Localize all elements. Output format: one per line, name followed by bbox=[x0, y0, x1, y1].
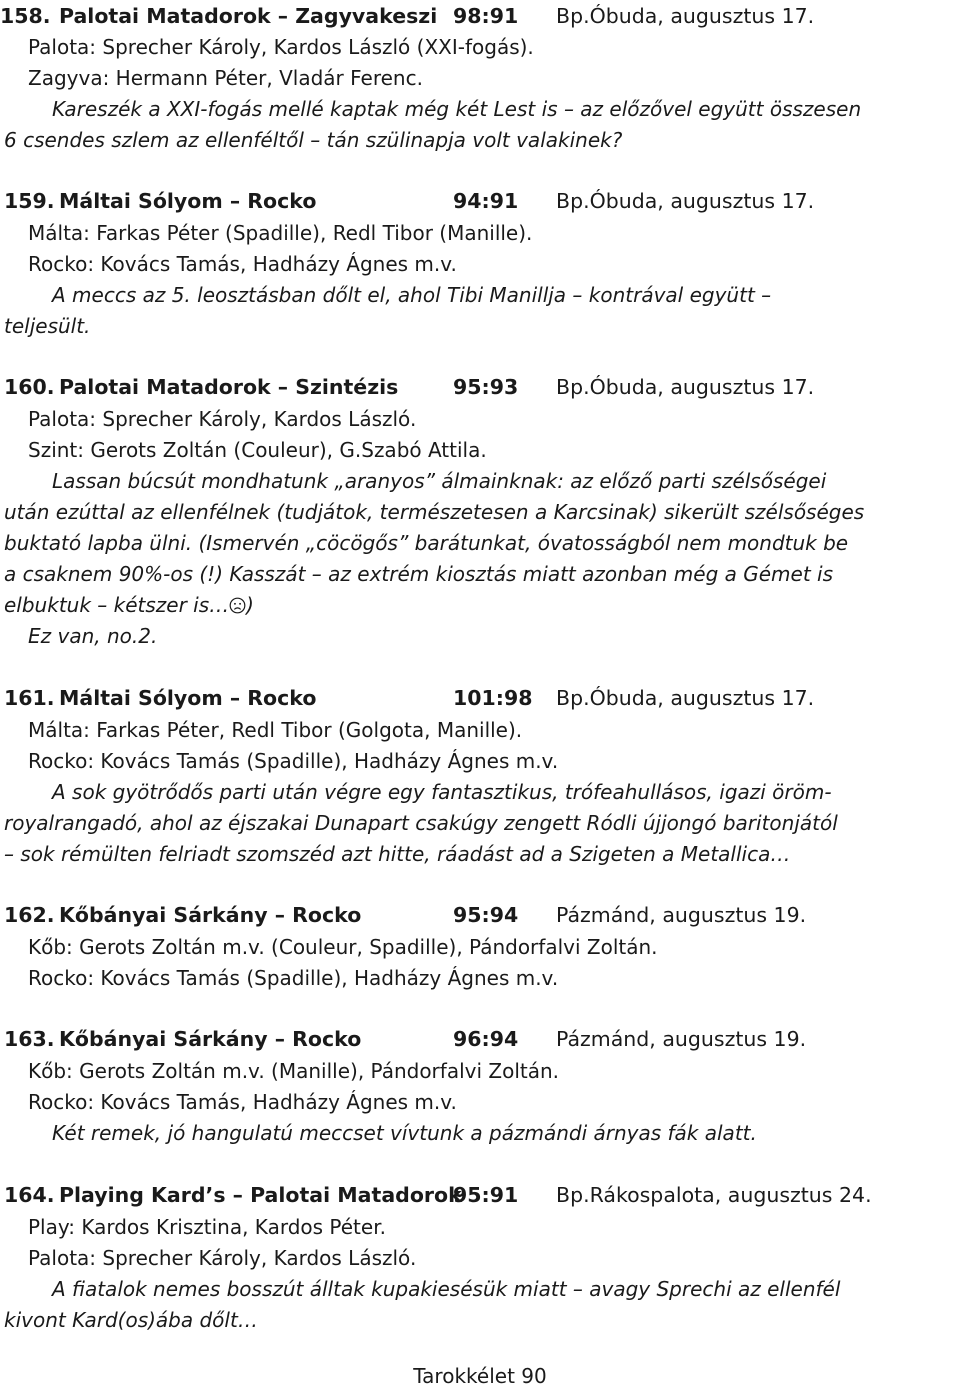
lineup-line: Málta: Farkas Péter, Redl Tibor (Golgota, Manille). bbox=[28, 718, 523, 742]
match-place-date: Bp.Rákospalota, augusztus 24. bbox=[556, 1183, 872, 1207]
match-place-date: Pázmánd, augusztus 19. bbox=[556, 903, 807, 927]
match-score: 98:91 bbox=[453, 4, 519, 28]
match-number: 158. bbox=[0, 4, 51, 28]
comment-line: A fiatalok nemes bosszút álltak kupakiesésük miatt – avagy Sprechi az ellenfél bbox=[52, 1277, 841, 1301]
match-teams: Palotai Matadorok – Szintézis bbox=[59, 375, 399, 399]
match-number: 161. bbox=[4, 686, 55, 710]
match-place-date: Bp.Óbuda, augusztus 17. bbox=[556, 686, 815, 710]
match-place-date: Bp.Óbuda, augusztus 17. bbox=[556, 189, 815, 213]
match-place-date: Pázmánd, augusztus 19. bbox=[556, 1027, 807, 1051]
comment-line: A meccs az 5. leosztásban dőlt el, ahol Tibi Manillja – kontrával együtt – bbox=[52, 283, 772, 307]
comment-line: Ez van, no.2. bbox=[28, 624, 158, 648]
comment-line: A sok gyötrődős parti után végre egy fantasztikus, trófeahullásos, igazi öröm- bbox=[52, 780, 832, 804]
comment-line: Lassan búcsút mondhatunk „aranyos” álmainknak: az előző parti szélsőségei bbox=[52, 469, 827, 493]
match-score: 95:91 bbox=[453, 1183, 519, 1207]
match-teams: Kőbányai Sárkány – Rocko bbox=[59, 903, 362, 927]
match-teams: Máltai Sólyom – Rocko bbox=[59, 686, 317, 710]
lineup-line: Palota: Sprecher Károly, Kardos László (XXI-fogás). bbox=[28, 35, 534, 59]
match-teams: Kőbányai Sárkány – Rocko bbox=[59, 1027, 362, 1051]
match-place-date: Bp.Óbuda, augusztus 17. bbox=[556, 4, 815, 28]
comment-text: elbuktuk – kétszer is… bbox=[4, 593, 230, 617]
match-place-date: Bp.Óbuda, augusztus 17. bbox=[556, 375, 815, 399]
comment-line: után ezúttal az ellenfélnek (tudjátok, természetesen a Karcsinak) sikerült szélsőséges bbox=[4, 500, 865, 524]
match-score: 101:98 bbox=[453, 686, 533, 710]
comment-line bbox=[4, 591, 254, 619]
match-number: 159. bbox=[4, 189, 55, 213]
comment-line: royalrangadó, ahol az éjszakai Dunapart csakúgy zengett Ródli újjongó baritonjától bbox=[4, 811, 838, 835]
match-teams: Palotai Matadorok – Zagyvakeszi bbox=[59, 4, 438, 28]
lineup-line: Rocko: Kovács Tamás, Hadházy Ágnes m.v. bbox=[28, 1090, 457, 1114]
match-number: 162. bbox=[4, 903, 55, 927]
match-number: 163. bbox=[4, 1027, 55, 1051]
comment-line: Két remek, jó hangulatú meccset vívtunk a pázmándi árnyas fák alatt. bbox=[52, 1121, 757, 1145]
match-teams: Máltai Sólyom – Rocko bbox=[59, 189, 317, 213]
lineup-line: Rocko: Kovács Tamás (Spadille), Hadházy Ágnes m.v. bbox=[28, 749, 559, 773]
comment-text: ) bbox=[246, 593, 254, 617]
lineup-line: Zagyva: Hermann Péter, Vladár Ferenc. bbox=[28, 66, 423, 90]
lineup-line: Kőb: Gerots Zoltán m.v. (Manille), Pándorfalvi Zoltán. bbox=[28, 1059, 560, 1083]
comment-line: kivont Kard(os)ába dőlt… bbox=[4, 1308, 258, 1332]
match-number: 160. bbox=[4, 375, 55, 399]
page-footer: Tarokkélet 90 bbox=[413, 1364, 547, 1388]
lineup-line: Szint: Gerots Zoltán (Couleur), G.Szabó Attila. bbox=[28, 438, 487, 462]
comment-line: a csaknem 90%-os (!) Kasszát – az extrém kiosztás miatt azonban még a Gémet is bbox=[4, 562, 833, 586]
comment-line: buktató lapba ülni. (Ismervén „cöcögős” barátunkat, óvatosságból nem mondtuk be bbox=[4, 531, 849, 555]
match-score: 95:93 bbox=[453, 375, 519, 399]
lineup-line: Play: Kardos Krisztina, Kardos Péter. bbox=[28, 1215, 386, 1239]
comment-line: Kareszék a XXI-fogás mellé kaptak még két Lest is – az előzővel együtt összesen bbox=[52, 97, 862, 121]
sad-face-icon bbox=[229, 597, 246, 614]
comment-line: teljesült. bbox=[4, 314, 91, 338]
match-score: 96:94 bbox=[453, 1027, 519, 1051]
lineup-line: Palota: Sprecher Károly, Kardos László. bbox=[28, 1246, 417, 1270]
match-teams: Playing Kard’s – Palotai Matadorok bbox=[59, 1183, 462, 1207]
match-score: 94:91 bbox=[453, 189, 519, 213]
match-number: 164. bbox=[4, 1183, 55, 1207]
comment-line: 6 csendes szlem az ellenféltől – tán szülinapja volt valakinek? bbox=[4, 128, 623, 152]
comment-line: – sok rémülten felriadt szomszéd azt hitte, ráadást ad a Szigeten a Metallica… bbox=[4, 842, 791, 866]
lineup-line: Kőb: Gerots Zoltán m.v. (Couleur, Spadille), Pándorfalvi Zoltán. bbox=[28, 935, 658, 959]
lineup-line: Málta: Farkas Péter (Spadille), Redl Tibor (Manille). bbox=[28, 221, 533, 245]
lineup-line: Rocko: Kovács Tamás (Spadille), Hadházy Ágnes m.v. bbox=[28, 966, 559, 990]
lineup-line: Palota: Sprecher Károly, Kardos László. bbox=[28, 407, 417, 431]
match-score: 95:94 bbox=[453, 903, 519, 927]
lineup-line: Rocko: Kovács Tamás, Hadházy Ágnes m.v. bbox=[28, 252, 457, 276]
